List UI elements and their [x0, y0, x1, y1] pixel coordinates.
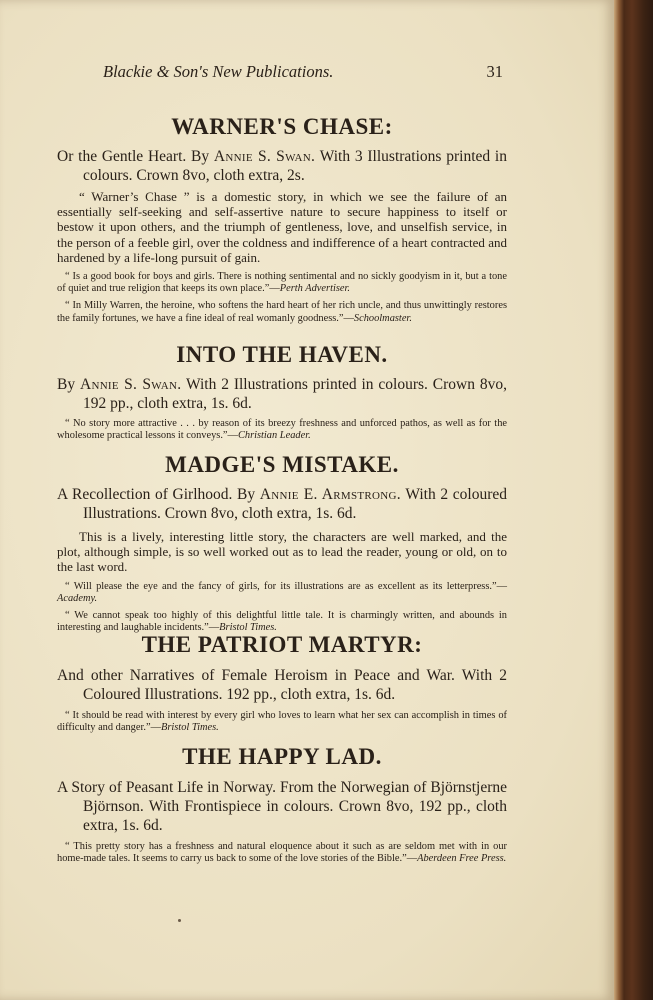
author-name: Annie E. Armstrong.: [259, 486, 401, 503]
review-quote: “ It should be read with interest by every girl who loves to learn what her sex can accomplish in times of difficulty and danger.”—Bristol Times.: [57, 710, 507, 734]
paper-speck: [178, 919, 181, 922]
running-title: Blackie & Son's New Publications.: [103, 62, 334, 81]
entry-subtitle: And other Narratives of Female Heroism in Peace and War. With 2 Coloured Illustrations. 192 pp., cloth extra, 1s. 6d.: [57, 667, 507, 703]
entry-subtitle: By Annie S. Swan. With 2 Illustrations printed in colours. Crown 8vo, 192 pp., cloth extra, 1s. 6d.: [57, 376, 507, 412]
entry-title: WARNER'S CHASE:: [171, 114, 393, 139]
review-source: Bristol Times.: [219, 622, 277, 634]
review-source: Bristol Times.: [160, 722, 219, 734]
entry-description: This is a lively, interesting little story, the characters are well marked, and the plot, although simple, is so well worked out as to lead the reader, young or old, on to the last word.: [57, 529, 507, 575]
entry-subtitle: Or the Gentle Heart. By Annie S. Swan. With 3 Illustrations printed in colours. Crown 8vo, cloth extra, 2s.: [57, 148, 507, 184]
entry-the-happy-lad: [57, 744, 507, 865]
entry-title: THE HAPPY LAD.: [182, 744, 382, 769]
entry-description: “ Warner’s Chase ” is a domestic story, in which we see the failure of an essentially self-seeking and self-assertive nature to secure happiness to itself or bestow it upon others, and the triumph of gentleness, love, and unselfish service, in the person of a feeble girl, over the coldness and indifference of a heart contracted and hardened by a life-long pursuit of gain.: [57, 189, 507, 265]
book-binding-edge: [614, 0, 653, 1000]
page-number: 31: [486, 62, 503, 81]
entry-subtitle: A Recollection of Girlhood. By Annie E. Armstrong. With 2 coloured Illustrations. Crown 8vo, cloth extra, 1s. 6d.: [57, 486, 507, 522]
review-source: Aberdeen Free Press.: [417, 853, 507, 865]
review-source: Christian Leader.: [237, 430, 311, 442]
review-quote: “ This pretty story has a freshness and natural eloquence about it such as are seldom met with in our home-made tales. It seems to carry us back to some of the love stories of the Bible.”—Aberdeen Free Press.: [57, 841, 507, 865]
review-quote: “ We cannot speak too highly of this delightful little tale. It is charmingly written, and abounds in interesting and laughable incidents.”—Bristol Times.: [57, 610, 507, 634]
author-name: Annie S. Swan.: [213, 148, 316, 165]
review-quote: “ Is a good book for boys and girls. There is nothing sentimental and no sickly goodyism in it, but a tone of quiet and true religion that keeps its own place.”—Perth Advertiser.: [57, 271, 507, 295]
entry-warners-chase: [57, 114, 507, 325]
entry-subtitle: A Story of Peasant Life in Norway. From the Norwegian of Björnstjerne Björnson. With Frontispiece in colours. Crown 8vo, 192 pp., cloth extra, 1s. 6d.: [57, 779, 507, 834]
entry-the-patriot-martyr: [57, 632, 507, 734]
review-quote: “ No story more attractive . . . by reason of its breezy freshness and unforced pathos, as well as for the wholesome practical lessons it conveys.”—Christian Leader.: [57, 418, 507, 442]
author-name: Annie S. Swan.: [79, 376, 182, 393]
running-head: [103, 62, 503, 86]
review-source: Academy.: [57, 592, 98, 604]
entry-title: MADGE'S MISTAKE.: [165, 452, 399, 477]
review-source: Schoolmaster.: [353, 312, 412, 324]
review-source: Perth Advertiser.: [279, 283, 350, 295]
review-quote: “ Will please the eye and the fancy of girls, for its illustrations are as excellent as its letterpress.”—Academy.: [57, 580, 507, 604]
entry-madges-mistake: [57, 452, 507, 634]
entry-into-the-haven: [57, 342, 507, 442]
review-quote: “ In Milly Warren, the heroine, who softens the hard heart of her rich uncle, and thus unwittingly restores the family fortunes, we have a fine ideal of real womanly goodness.”—Schoolmaster.: [57, 300, 507, 324]
entry-title: THE PATRIOT MARTYR:: [141, 632, 423, 657]
entry-title: INTO THE HAVEN.: [176, 342, 388, 367]
